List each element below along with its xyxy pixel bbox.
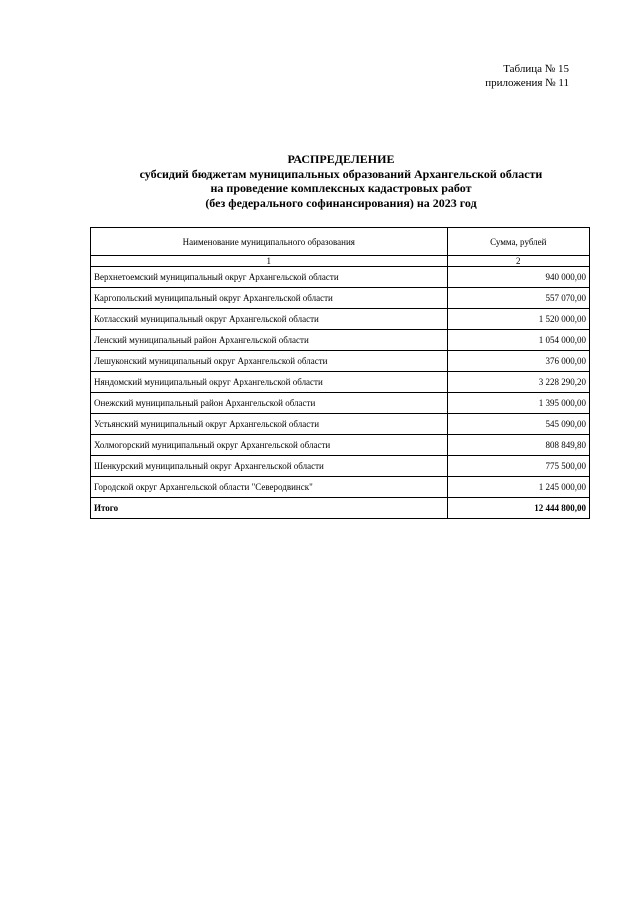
column-number-1: 1 [91, 256, 448, 267]
table-row [91, 351, 590, 372]
total-label: Итого [91, 498, 448, 519]
heading-line-2: субсидий бюджетам муниципальных образований Архангельской области [139, 166, 543, 181]
municipality-name: Лешуконский муниципальный округ Архангельской области [91, 351, 448, 372]
table-row [91, 309, 590, 330]
municipality-name: Устьянский муниципальный округ Архангельской области [91, 414, 448, 435]
column-header-sum: Сумма, рублей [447, 228, 589, 256]
subsidy-amount: 3 228 290,20 [447, 372, 589, 393]
municipality-name: Городской округ Архангельской области "Северодвинск" [91, 477, 448, 498]
municipality-name: Шенкурский муниципальный округ Архангельской области [91, 456, 448, 477]
total-row [91, 498, 590, 519]
column-number-2: 2 [447, 256, 589, 267]
table-row [91, 288, 590, 309]
subsidy-amount: 376 000,00 [447, 351, 589, 372]
column-header-name: Наименование муниципального образования [91, 228, 448, 256]
municipality-name: Котласский муниципальный округ Архангельской области [91, 309, 448, 330]
table-reference [485, 62, 569, 90]
municipality-name: Холмогорский муниципальный округ Архангельской области [91, 435, 448, 456]
table-number-label: Таблица № 15 [503, 63, 569, 75]
subsidy-distribution-table [90, 227, 590, 519]
subsidy-amount: 1 054 000,00 [447, 330, 589, 351]
municipality-name: Ленский муниципальный район Архангельской области [91, 330, 448, 351]
table-row [91, 456, 590, 477]
table-row [91, 414, 590, 435]
municipality-name: Верхнетоемский муниципальный округ Архангельской области [91, 267, 448, 288]
subsidy-amount: 545 090,00 [447, 414, 589, 435]
subsidy-amount: 1 395 000,00 [447, 393, 589, 414]
heading-line-4: (без федерального софинансирования) на 2023 год [205, 195, 477, 210]
table-row [91, 267, 590, 288]
heading-line-3: на проведение комплексных кадастровых работ [210, 181, 472, 195]
table-row [91, 435, 590, 456]
subsidy-amount: 1 520 000,00 [447, 309, 589, 330]
table-header-row [91, 228, 590, 256]
table-row [91, 372, 590, 393]
heading-line-1: РАСПРЕДЕЛЕНИЕ [287, 152, 395, 166]
subsidy-amount: 775 500,00 [447, 456, 589, 477]
subsidy-amount: 940 000,00 [447, 267, 589, 288]
municipality-name: Каргопольский муниципальный округ Архангельской области [91, 288, 448, 309]
appendix-number-label: приложения № 11 [485, 77, 569, 89]
table-body [91, 256, 590, 519]
municipality-name: Няндомский муниципальный округ Архангельской области [91, 372, 448, 393]
total-amount: 12 444 800,00 [447, 498, 589, 519]
subsidy-amount: 1 245 000,00 [447, 477, 589, 498]
table-row [91, 393, 590, 414]
table-head [91, 228, 590, 256]
column-number-row [91, 256, 590, 267]
subsidy-amount: 557 070,00 [447, 288, 589, 309]
table-row [91, 477, 590, 498]
table-row [91, 330, 590, 351]
document-heading [0, 152, 640, 210]
municipality-name: Онежский муниципальный район Архангельской области [91, 393, 448, 414]
subsidy-amount: 808 849,80 [447, 435, 589, 456]
